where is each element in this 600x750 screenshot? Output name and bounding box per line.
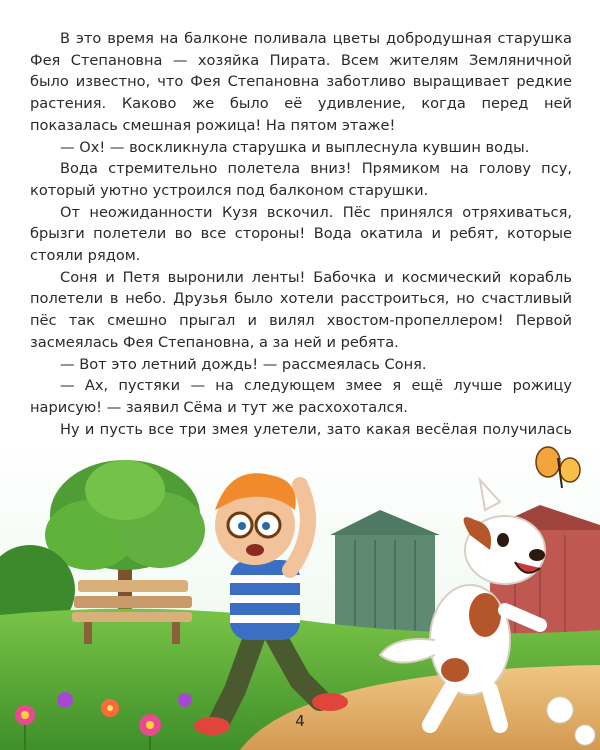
paragraph: — Вот это летний дождь! — рассмеялась Соня. bbox=[60, 355, 427, 373]
story-text bbox=[30, 28, 572, 462]
paragraph: В это время на балконе поливала цветы добродушная старушка Фея Степановна — хозяйка Пирата. Всем жителям Земляничной было известно, что Фея Степановна заботливо выращивает редкие растения. Каково же было её удивление, когда перед ней показалась смешная рожица! На пятом этаже! bbox=[30, 30, 572, 134]
page-number: 4 bbox=[295, 712, 305, 730]
paragraph: Ну и пусть все три змея улетели, зато какая весёлая получилась bbox=[60, 420, 572, 438]
paragraph: — Ох! — воскликнула старушка и выплеснула кувшин воды. bbox=[60, 138, 530, 156]
paragraph: Соня и Петя выронили ленты! Бабочка и космический корабль полетели в небо. Друзья было хотели расстроиться, но счастливый пёс так смешно прыгал и вилял хвостом-пропеллером! Первой засмеялась Фея Степановна, а за ней и ребята. bbox=[30, 268, 572, 351]
paragraph: Вода стремительно полетела вниз! Прямиком на голову псу, который уютно устроился под балконом старушки. bbox=[30, 160, 572, 199]
story-illustration bbox=[0, 440, 600, 750]
shed bbox=[330, 510, 440, 645]
paragraph: От неожиданности Кузя вскочил. Пёс принялся отряхиваться, брызги полетели во все стороны! Вода окатила и ребят, которые стояли рядом. bbox=[30, 203, 572, 265]
paragraph: — Ах, пустяки — на следующем змее я ещё лучше рожицу нарисую! — заявил Сёма и тут же расхохотался. bbox=[30, 377, 572, 416]
